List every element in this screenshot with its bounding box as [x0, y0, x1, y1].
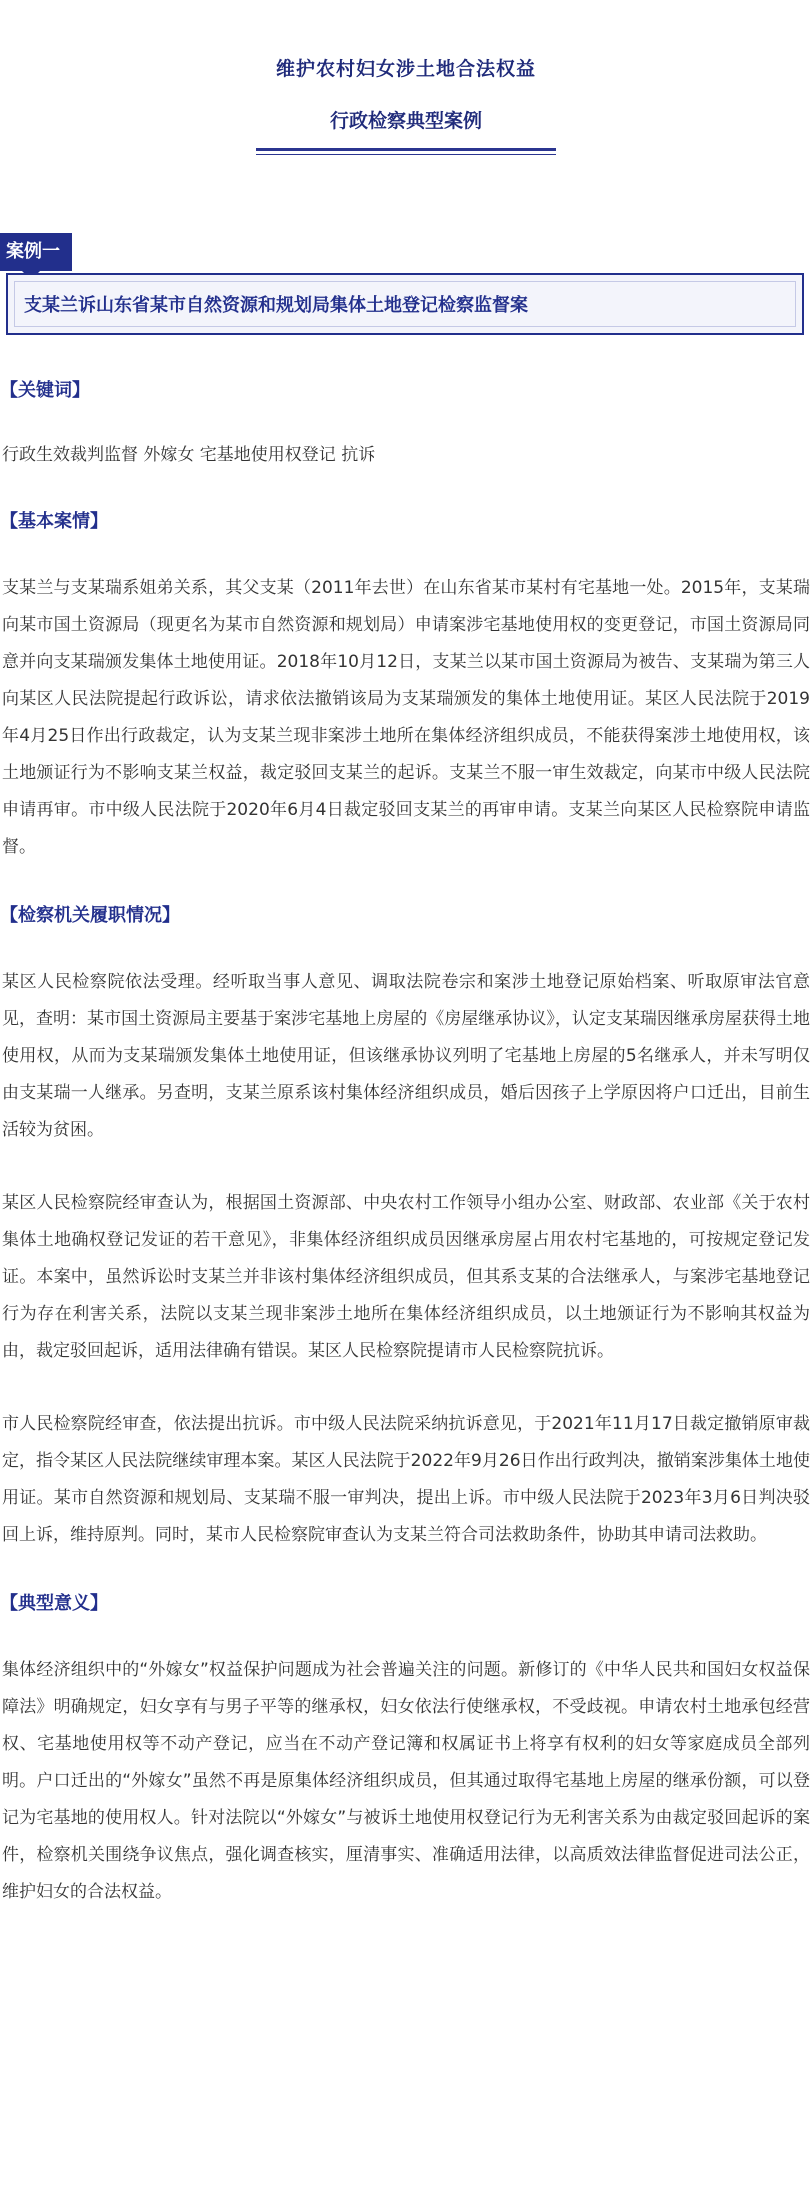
case-title-box: [6, 273, 804, 335]
facts-heading: 【基本案情】: [0, 511, 108, 532]
performance-heading: 【检察机关履职情况】: [0, 905, 180, 926]
performance-paragraph-3: 市人民检察院经审查，依法提出抗诉。市中级人民法院采纳抗诉意见，于2021年11月17日裁定撤销原审裁定，指令某区人民法院继续审理本案。某区人民法院于2022年9月26日作出行政判决，撤销案涉集体土地使用证。某市自然资源和规划局、支某瑞不服一审判决，提出上诉。市中级人民法院于2023年3月6日判决驳回上诉，维持原判。同时，某市人民检察院审查认为支某兰符合司法救助条件，协助其申请司法救助。: [2, 1414, 810, 1545]
significance-paragraph: 集体经济组织中的“外嫁女”权益保护问题成为社会普遍关注的问题。新修订的《中华人民共和国妇女权益保障法》明确规定，妇女享有与男子平等的继承权，妇女依法行使继承权，不受歧视。申请农村土地承包经营权、宅基地使用权等不动产登记，应当在不动产登记簿和权属证书上将享有权利的妇女等家庭成员全部列明。户口迁出的“外嫁女”虽然不再是原集体经济组织成员，但其通过取得宅基地上房屋的继承份额，可以登记为宅基地的使用权人。针对法院以“外嫁女”与被诉土地使用权登记行为无利害关系为由裁定驳回起诉的案件，检察机关围绕争议焦点，强化调查核实，厘清事实、准确适用法律，以高质效法律监督促进司法公正，维护妇女的合法权益。: [2, 1660, 810, 1902]
case-title: 支某兰诉山东省某市自然资源和规划局集体土地登记检察监督案: [24, 295, 528, 316]
keywords-heading: 【关键词】: [0, 380, 90, 401]
header-subtitle: 行政检察典型案例: [329, 110, 482, 132]
case-tag-container: [0, 233, 812, 271]
header-title: 维护农村妇女涉土地合法权益: [275, 58, 536, 80]
performance-paragraph-2: 某区人民检察院经审查认为，根据国土资源部、中央农村工作领导小组办公室、财政部、农业部《关于农村集体土地确权登记发证的若干意见》，非集体经济组织成员因继承房屋占用农村宅基地的，可按规定登记发证。本案中，虽然诉讼时支某兰并非该村集体经济组织成员，但其系支某的合法继承人，与案涉宅基地登记行为存在利害关系，法院以支某兰现非案涉土地所在集体经济组织成员，以土地颁证行为不影响其权益为由，裁定驳回起诉，适用法律确有错误。某区人民检察院提请市人民检察院抗诉。: [2, 1193, 810, 1361]
article-header: [0, 0, 812, 155]
case-number-tag: 案例一: [0, 233, 72, 271]
header-divider: [256, 148, 556, 151]
header-divider-thin: [256, 154, 556, 155]
significance-heading: 【典型意义】: [0, 1593, 108, 1614]
facts-paragraph: 支某兰与支某瑞系姐弟关系，其父支某（2011年去世）在山东省某市某村有宅基地一处。2015年，支某瑞向某市国土资源局（现更名为某市自然资源和规划局）申请案涉宅基地使用权的变更登记，市国土资源局同意并向支某瑞颁发集体土地使用证。2018年10月12日，支某兰以某市国土资源局为被告、支某瑞为第三人向某区人民法院提起行政诉讼，请求依法撤销该局为支某瑞颁发的集体土地使用证。某区人民法院于2019年4月25日作出行政裁定，认为支某兰现非案涉土地所在集体经济组织成员，不能获得案涉土地使用权，该土地颁证行为不影响支某兰权益，裁定驳回支某兰的起诉。支某兰不服一审生效裁定，向某市中级人民法院申请再审。市中级人民法院于2020年6月4日裁定驳回支某兰的再审申请。支某兰向某区人民检察院申请监督。: [2, 578, 810, 857]
keywords-text: 行政生效裁判监督 外嫁女 宅基地使用权登记 抗诉: [2, 445, 376, 465]
performance-paragraph-1: 某区人民检察院依法受理。经听取当事人意见、调取法院卷宗和案涉土地登记原始档案、听取原审法官意见，查明：某市国土资源局主要基于案涉宅基地上房屋的《房屋继承协议》，认定支某瑞因继承房屋获得土地使用权，从而为支某瑞颁发集体土地使用证，但该继承协议列明了宅基地上房屋的5名继承人，并未写明仅由支某瑞一人继承。另查明，支某兰原系该村集体经济组织成员，婚后因孩子上学原因将户口迁出，目前生活较为贫困。: [2, 972, 810, 1140]
